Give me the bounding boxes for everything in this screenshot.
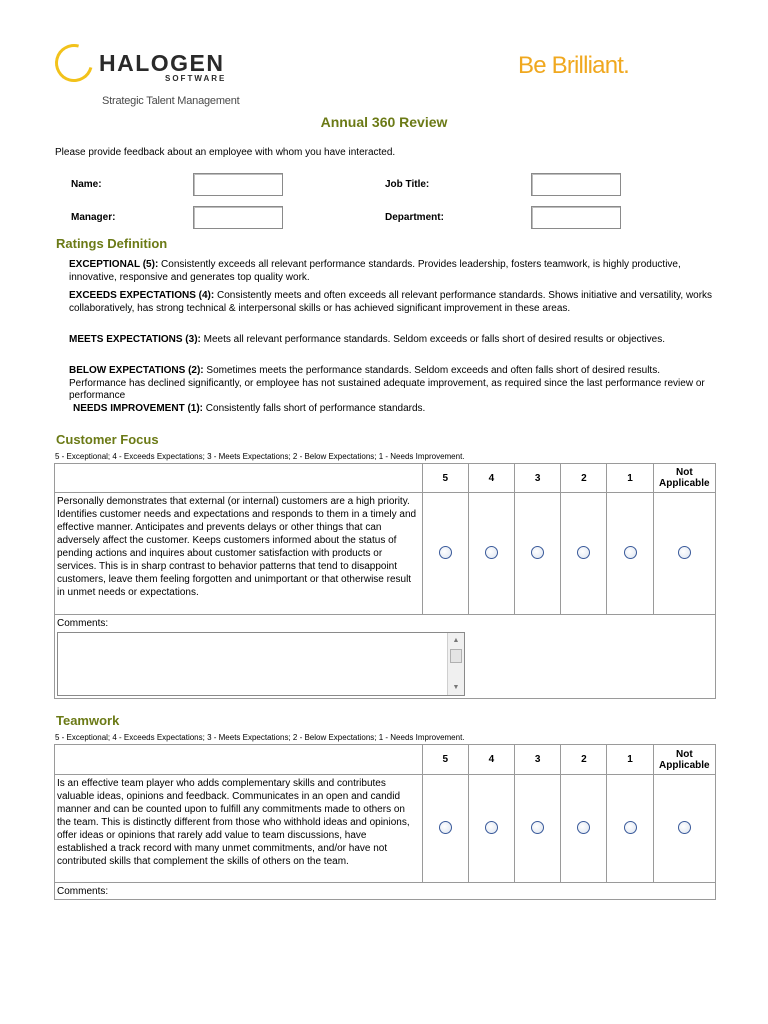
rating-definition <box>69 259 719 284</box>
radio-rating-not-applicable[interactable] <box>678 546 691 559</box>
column-header-3: 3 <box>515 464 561 493</box>
radio-rating-3[interactable] <box>531 821 544 834</box>
scroll-up-arrow-icon[interactable]: ▲ <box>452 636 460 644</box>
rating-cell-na <box>653 493 715 615</box>
customer-focus-title: Customer Focus <box>56 432 159 447</box>
scroll-thumb[interactable] <box>450 649 462 663</box>
rating-cell-1 <box>607 775 653 883</box>
competency-description: Personally demonstrates that external (or internal) customers are a high priority. Identifies customer needs and expectations and responds to them in a timely and effective manner. Anticipates and prevents delays or other things that can adversely affect the customer. Keeps customers informed about the status of pending actions and inquires about customer satisfaction with products or services. This is in sharp contrast to behavior patterns that tend to disappoint customers, leave them feeling forgotten and unimportant or that otherwise result in unmet needs or expectations. <box>55 493 423 615</box>
column-header-not-applicable: Not Applicable <box>653 464 715 493</box>
radio-rating-not-applicable[interactable] <box>678 821 691 834</box>
rating-cell-2 <box>561 775 607 883</box>
customer-focus-table <box>54 463 716 699</box>
rating-cell-4 <box>468 493 514 615</box>
rating-cell-5 <box>422 775 468 883</box>
comments-textarea[interactable] <box>57 632 465 696</box>
rating-definition <box>73 403 723 416</box>
teamwork-table <box>54 744 716 900</box>
rating-cell-4 <box>468 775 514 883</box>
column-header-5: 5 <box>422 464 468 493</box>
rating-definition <box>69 290 719 315</box>
name-input[interactable] <box>193 173 283 196</box>
rating-cell-2 <box>561 493 607 615</box>
department-input[interactable] <box>531 206 621 229</box>
logo-ring-icon <box>48 37 100 89</box>
radio-rating-4[interactable] <box>485 546 498 559</box>
header-blank-cell <box>55 464 423 493</box>
form-title: Annual 360 Review <box>320 114 448 130</box>
column-header-2: 2 <box>561 745 607 775</box>
department-label: Department: <box>385 212 444 223</box>
manager-input[interactable] <box>193 206 283 229</box>
rating-text: Sometimes meets the performance standards. Seldom exceeds and often falls short of desired results. Performance has declined significantly, or employee has not sustained adequate improvement, as required since the last performance review or performance <box>69 365 705 401</box>
rating-cell-3 <box>515 775 561 883</box>
radio-rating-4[interactable] <box>485 821 498 834</box>
column-header-1: 1 <box>607 745 653 775</box>
comments-cell <box>55 883 716 900</box>
rating-cell-1 <box>607 493 653 615</box>
rating-definition <box>69 365 719 403</box>
column-header-4: 4 <box>468 464 514 493</box>
column-header-4: 4 <box>468 745 514 775</box>
teamwork-title: Teamwork <box>56 713 120 728</box>
comments-label: Comments: <box>57 617 109 629</box>
rating-cell-na <box>653 775 715 883</box>
comments-cell <box>55 615 716 699</box>
logo-wordmark: HALOGEN <box>99 50 225 76</box>
rating-term: MEETS EXPECTATIONS (3): <box>69 334 201 345</box>
job-title-label: Job Title: <box>385 179 430 190</box>
radio-rating-5[interactable] <box>439 821 452 834</box>
rating-text: Consistently falls short of performance standards. <box>203 403 426 414</box>
scale-legend: 5 - Exceptional; 4 - Exceeds Expectations; 3 - Meets Expectations; 2 - Below Expectations; 1 - Needs Improvement. <box>55 733 465 742</box>
column-header-1: 1 <box>607 464 653 493</box>
radio-rating-1[interactable] <box>624 546 637 559</box>
comments-label: Comments: <box>57 885 109 897</box>
column-header-2: 2 <box>561 464 607 493</box>
rating-text: Consistently meets and often exceeds all relevant performance standards. Shows initiative and versatility, works collaboratively, has strong technical & interpersonal skills or has achieved significant improvement in these areas. <box>69 290 713 314</box>
ratings-definition-title: Ratings Definition <box>56 236 168 251</box>
radio-rating-5[interactable] <box>439 546 452 559</box>
radio-rating-1[interactable] <box>624 821 637 834</box>
competency-description: Is an effective team player who adds complementary skills and contributes valuable ideas, opinions and feedback. Communicates in an open and candid manner and can be counted upon to fulfill any commitments made to others on the team. This is distinctly different from those who withhold ideas and opinions, offer ideas or opinions that rarely add value to team discussions, have established a track record with many unmet commitments, and/or have not contributed skills that complement the skills of others on the team. <box>55 775 423 883</box>
name-label: Name: <box>71 179 102 190</box>
radio-rating-2[interactable] <box>577 546 590 559</box>
rating-cell-5 <box>422 493 468 615</box>
column-header-not-applicable: Not Applicable <box>653 745 715 775</box>
rating-term: BELOW EXPECTATIONS (2): <box>69 365 204 376</box>
radio-rating-3[interactable] <box>531 546 544 559</box>
scale-legend: 5 - Exceptional; 4 - Exceeds Expectations; 3 - Meets Expectations; 2 - Below Expectations; 1 - Needs Improvement. <box>55 452 465 461</box>
scroll-down-arrow-icon[interactable]: ▼ <box>452 683 460 691</box>
radio-rating-2[interactable] <box>577 821 590 834</box>
brand-tagline: Be Brilliant. <box>518 52 629 79</box>
rating-text: Meets all relevant performance standards. Seldom exceeds or falls short of desired results or objectives. <box>200 334 665 345</box>
job-title-input[interactable] <box>531 173 621 196</box>
rating-term: EXCEEDS EXPECTATIONS (4): <box>69 290 215 301</box>
header-blank-cell <box>55 745 423 775</box>
manager-label: Manager: <box>71 212 116 223</box>
textarea-scrollbar[interactable] <box>447 633 464 695</box>
rating-text: Consistently exceeds all relevant performance standards. Provides leadership, fosters teamwork, is highly productive, innovative, responsive and generates top quality work. <box>69 259 681 283</box>
logo-tagline: Strategic Talent Management <box>102 95 240 107</box>
rating-term: EXCEPTIONAL (5): <box>69 259 159 270</box>
rating-term: NEEDS IMPROVEMENT (1): <box>73 403 204 414</box>
rating-definition <box>69 334 719 347</box>
column-header-5: 5 <box>422 745 468 775</box>
form-intro: Please provide feedback about an employee with whom you have interacted. <box>55 147 396 158</box>
column-header-3: 3 <box>515 745 561 775</box>
logo-subtitle: SOFTWARE <box>165 74 227 83</box>
rating-cell-3 <box>515 493 561 615</box>
halogen-logo <box>55 44 255 108</box>
